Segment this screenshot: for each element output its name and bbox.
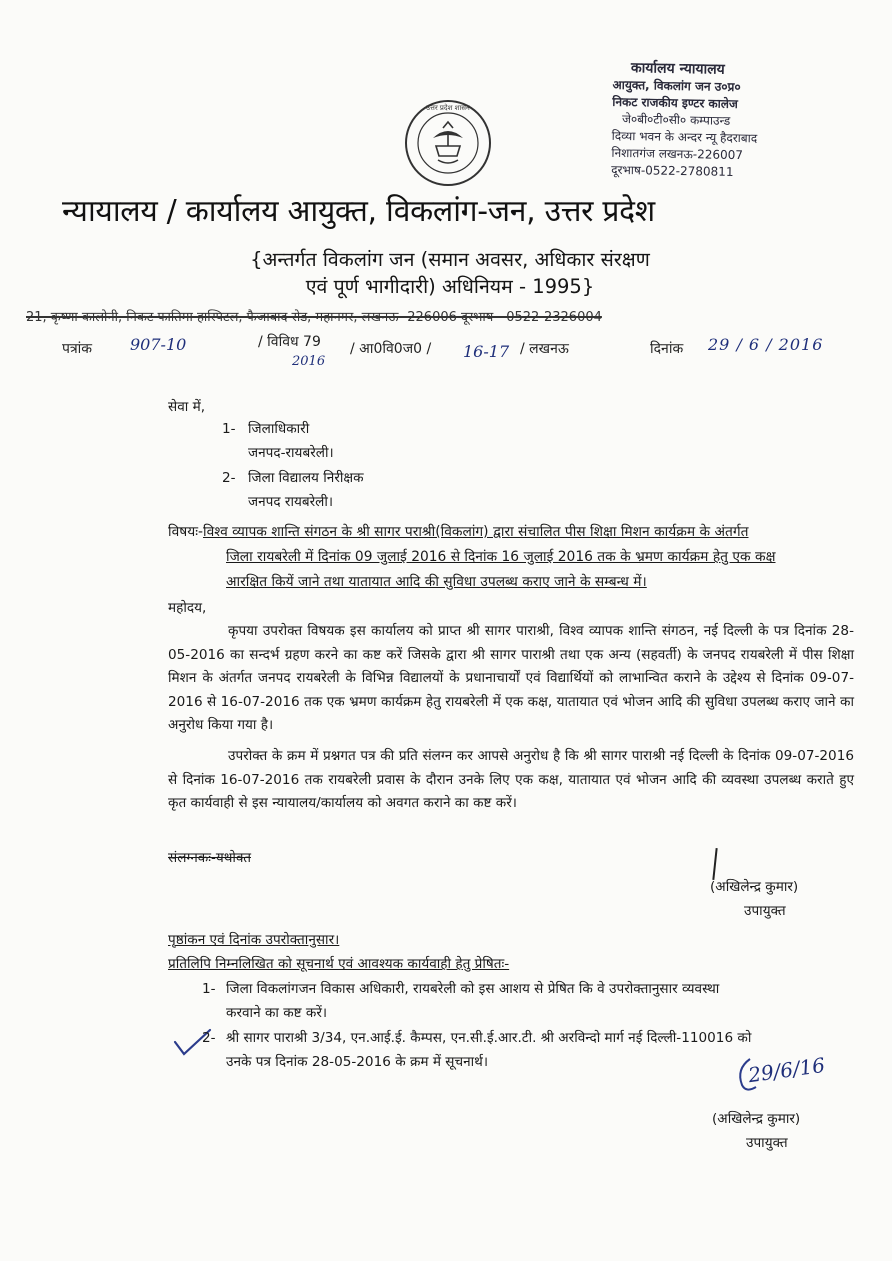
signatory-name: (अखिलेन्द्र कुमार) [710,879,799,895]
copy-item-line: उनके पत्र दिनांक 28-05-2016 के क्रम में सूचनार्थ। [226,1054,489,1070]
recipient-number: 2- [222,470,236,486]
old-address-text: 21, कृष्णा कालोनी, निकट फातिमा हास्पिटल, फैजाबाद रोड, महानगर, लखनऊ- 226006 दूरभाष - 0522-2326004 [26,310,602,325]
recipient-title: जिला विद्यालय निरीक्षक [248,470,364,486]
city-label: / लखनऊ [520,341,569,357]
handwritten-signature: 29/6/16 [746,1052,827,1088]
copy-to-line: प्रतिलिपि निम्नलिखित को सूचनार्थ एवं आवश्यक कार्यवाही हेतु प्रेषितः- [168,956,510,972]
page-title: न्यायालय / कार्यालय आयुक्त, विकलांग-जन, उत्तर प्रदेश [62,194,655,229]
signatory-designation: उपायुक्त [744,903,786,919]
stamp-line: दिव्या भवन के अन्दर न्यू हैदराबाद [611,128,758,146]
act-subtitle [100,246,800,300]
office-code: / आ0वि0ज0 / [350,341,432,357]
patrank-label: पत्रांक [62,341,93,357]
stamp-line: जे०बी०टी०सी० कम्पाउन्ड [621,111,731,128]
stamp-line: कार्यालय न्यायालय [630,60,725,78]
office-stamp [611,60,863,183]
stamp-line: दूरभाष-0522-2780811 [611,162,734,179]
recipient-district: जनपद रायबरेली। [248,494,334,510]
endorsement-heading: पृष्ठांकन एवं दिनांक उपरोक्तानुसार। [168,932,340,948]
copy-item-number: 2- [202,1030,216,1046]
seva-mein: सेवा में, [168,399,206,415]
signature-flourish-icon [730,1055,760,1095]
session-year: 16-17 [463,342,510,361]
subject-line: विश्व व्यापक शान्ति संगठन के श्री सागर पराश्री(विकलांग) द्वारा संचालित पीस शिक्षा मिशन कार्यक्रम के अंतर्गत [203,524,749,540]
signatory-name: (अखिलेन्द्र कुमार) [712,1111,801,1127]
recipient-title: जिलाधिकारी [248,421,310,437]
copy-item-number: 1- [202,981,216,997]
enclosure-note: संलग्नकः-यथोक्त [168,850,251,866]
vividh-year: 2016 [292,354,326,369]
subtitle-line: एवं पूर्ण भागीदारी) अधिनियम - 1995} [305,275,595,298]
recipient-number: 1- [222,421,236,437]
salutation: महोदय, [168,600,207,616]
struck-old-address [26,307,842,325]
date-label: दिनांक [650,341,684,357]
subject-label: विषयः- [168,524,203,540]
stamp-line: निशातगंज लखनऊ-226007 [611,145,744,163]
seal-text: उत्तर प्रदेश शासन [426,104,470,112]
subtitle-line: {अन्तर्गत विकलांग जन (समान अवसर, अधिकार संरक्षण [250,248,650,271]
subject-block [168,520,858,595]
copy-item-line: करवाने का कष्ट करें। [226,1005,328,1021]
patrank-number: 907-10 [130,335,187,354]
body-paragraph: कृपया उपरोक्त विषयक इस कार्यालय को प्राप्त श्री सागर पाराश्री, विश्व व्यापक शान्ति संगठन, नई दिल्ली के पत्र दिनांक 28-05-2016 का सन्दर्भ ग्रहण करने का कष्ट करें जिसके द्वारा श्री सागर पाराश्री तथा एक अन्य (सहवर्ती) के जनपद रायबरेली में पीस शिक्षा मिशन के अंतर्गत जनपद रायबरेली के विभिन्न विद्यालयों के प्रधानाचार्यों एवं विद्यार्थियों को लाभान्वित कराने के उद्देश्य से दिनांक 09-07-2016 से 16-07-2016 तक एक भ्रमण कार्यक्रम हेतु रायबरेली में एक कक्ष, यातायात एवं भोजन आदि की सुविधा उपलब्ध कराए जाने का अनुरोध किया गया है। [168,623,854,733]
letter-date: 29 / 6 / 2016 [708,335,824,354]
body-paragraph: उपरोक्त के क्रम में प्रश्नगत पत्र की प्रति संलग्न कर आपसे अनुरोध है कि श्री सागर पाराश्री नई दिल्ली के दिनांक 09-07-2016 से दिनांक 16-07-2016 तक रायबरेली प्रवास के दौरान उनके लिए एक कक्ष, यातायात एवं भोजन आदि की व्यवस्था उपलब्ध कराते हुए कृत कार्यवाही से इस न्यायालय/कार्यालय को अवगत कराने का कष्ट करें। [168,748,854,811]
subject-line: आरक्षित कियें जाने तथा यातायात आदि की सुविधा उपलब्ध कराए जाने के सम्बन्ध में। [226,574,647,590]
vividh-text: / विविध 79 [258,334,321,350]
recipient-district: जनपद-रायबरेली। [248,445,334,461]
stamp-line: आयुक्त, विकलांग जन उ०प्र० [612,77,741,95]
stamp-line: निकट राजकीय इण्टर कालेज [612,94,738,112]
copy-item-line: श्री सागर पाराश्री 3/34, एन.आई.ई. कैम्पस, एन.सी.ई.आर.टी. श्री अरविन्दो मार्ग नई दिल्ली-110016 को [226,1030,752,1046]
subject-line: जिला रायबरेली में दिनांक 09 जुलाई 2016 से दिनांक 16 जुलाई 2016 तक के भ्रमण कार्यक्रम हेतु एक कक्ष [226,549,776,565]
copy-item-line: जिला विकलांगजन विकास अधिकारी, रायबरेली को इस आशय से प्रेषित कि वे उपरोक्तानुसार व्यवस्था [226,981,720,997]
up-government-seal-icon [403,98,493,188]
reference-vividh [258,332,321,351]
signatory-designation: उपायुक्त [746,1135,788,1151]
